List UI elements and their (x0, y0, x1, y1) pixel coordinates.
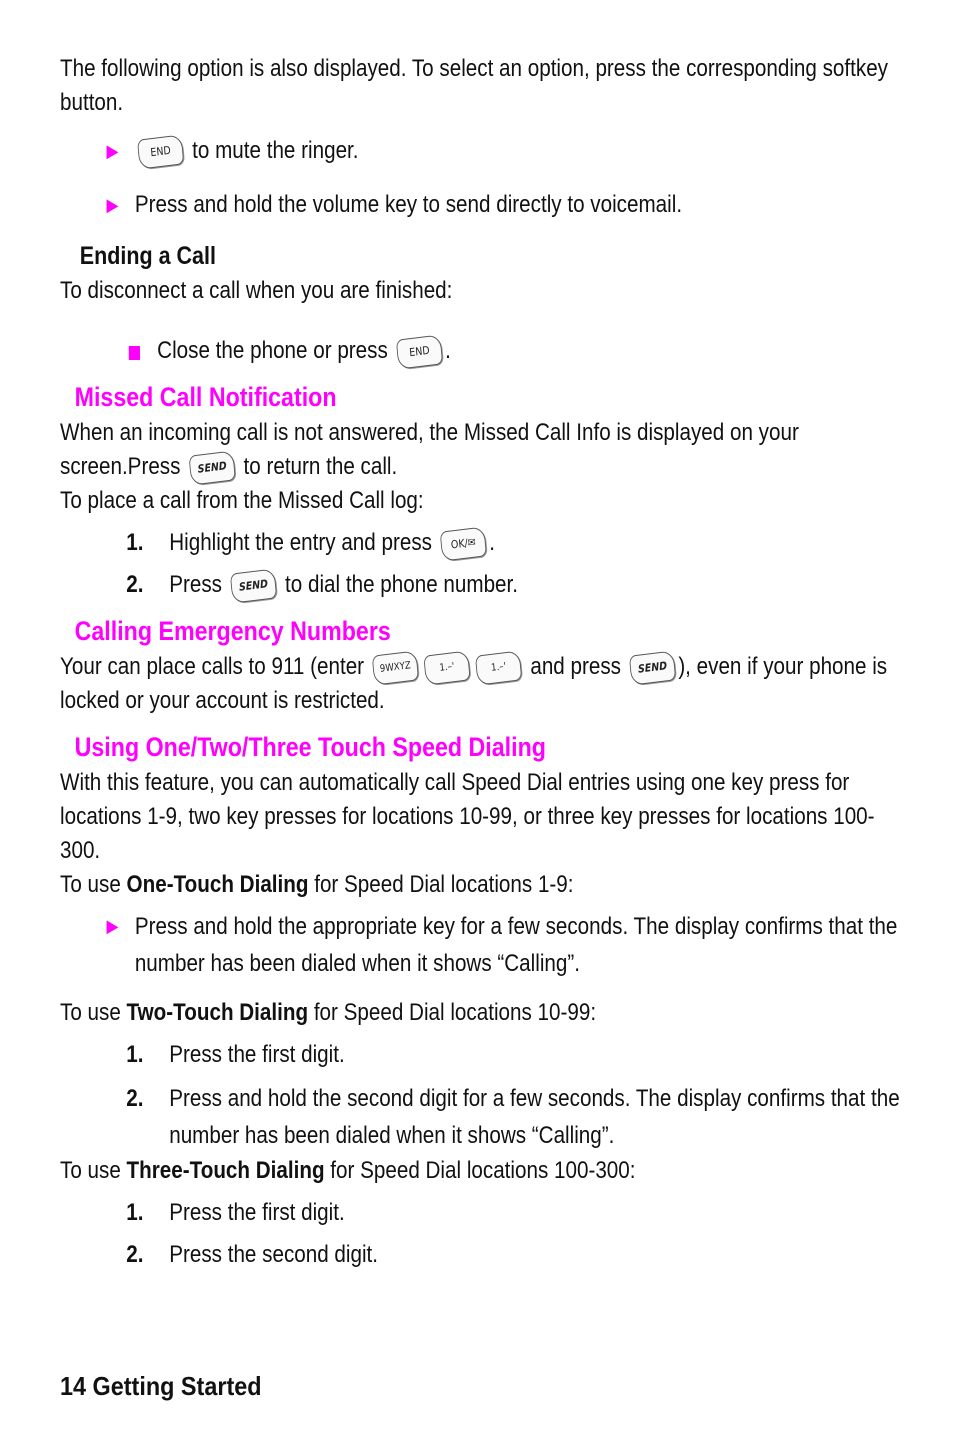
missed-p1: When an incoming call is not answered, the Missed Call Info is displayed on your screen.Press SEND to return the call. (60, 416, 900, 484)
end-key-icon: END (137, 134, 184, 169)
one-key-icon: 1.–' (424, 650, 471, 685)
ending-text: To disconnect a call when you are finished: (60, 277, 453, 304)
send-key-icon: SEND (188, 450, 235, 485)
page-footer: 14 Getting Started (60, 1371, 262, 1401)
heading-speed-dial: Using One/Two/Three Touch Speed Dialing (74, 732, 546, 762)
bullet-mute: ▶ END to mute the ringer. (60, 134, 900, 168)
nine-key-icon: 9WXYZ (372, 650, 419, 685)
three-touch-step-2: 2. Press the second digit. (126, 1241, 379, 1268)
two-touch-line: To use Two-Touch Dialing for Speed Dial locations 10-99: (60, 999, 597, 1026)
missed-p2: To place a call from the Missed Call log: (60, 487, 424, 514)
send-key-icon: SEND (629, 650, 676, 685)
send-key-icon: SEND (230, 568, 277, 603)
missed-step-1: 1. Highlight the entry and press OK/✉ . (60, 526, 900, 560)
speed-intro: With this feature, you can automatically call Speed Dial entries using one key press for locations 1-9, two key presses for locations 10-99, or three key presses for locations 100-300. (60, 769, 875, 864)
missed-step-2: 2. Press SEND to dial the phone number. (60, 568, 900, 602)
square-bullet-icon (129, 346, 140, 360)
triangle-bullet-icon: ▶ (106, 916, 119, 936)
ok-key-icon: OK/✉ (440, 526, 487, 561)
page-content (60, 52, 900, 1272)
three-touch-step-1: 1. Press the first digit. (126, 1199, 345, 1226)
ending-item: Close the phone or press END . (60, 334, 900, 368)
bullet-voicemail: ▶ Press and hold the volume key to send directly to voicemail. (60, 188, 900, 222)
heading-ending-call: Ending a Call (79, 242, 216, 270)
emergency-text: Your can place calls to 911 (enter 9WXYZ 1.–' 1.–' and press SEND ), even if your phone is locked or your account is restricted. (60, 650, 900, 718)
heading-missed-call: Missed Call Notification (74, 382, 337, 412)
heading-emergency: Calling Emergency Numbers (74, 616, 391, 646)
end-key-icon: END (396, 334, 443, 369)
two-touch-step-1: 1. Press the first digit. (126, 1041, 345, 1068)
one-touch-bullet: ▶ Press and hold the appropriate key for a few seconds. The display confirms that the number has been dialed when it shows “Calling”. (60, 908, 900, 982)
two-touch-step-2: 2. Press and hold the second digit for a few seconds. The display confirms that the number has been dialed when it shows “Calling”. (126, 1085, 900, 1149)
one-touch-line: To use One-Touch Dialing for Speed Dial locations 1-9: (60, 871, 574, 898)
triangle-bullet-icon: ▶ (106, 141, 119, 161)
one-key-icon: 1.–' (475, 650, 522, 685)
three-touch-line: To use Three-Touch Dialing for Speed Dial locations 100-300: (60, 1157, 636, 1184)
triangle-bullet-icon: ▶ (106, 195, 119, 215)
intro-paragraph: The following option is also displayed. To select an option, press the corresponding softkey button. (60, 55, 889, 116)
